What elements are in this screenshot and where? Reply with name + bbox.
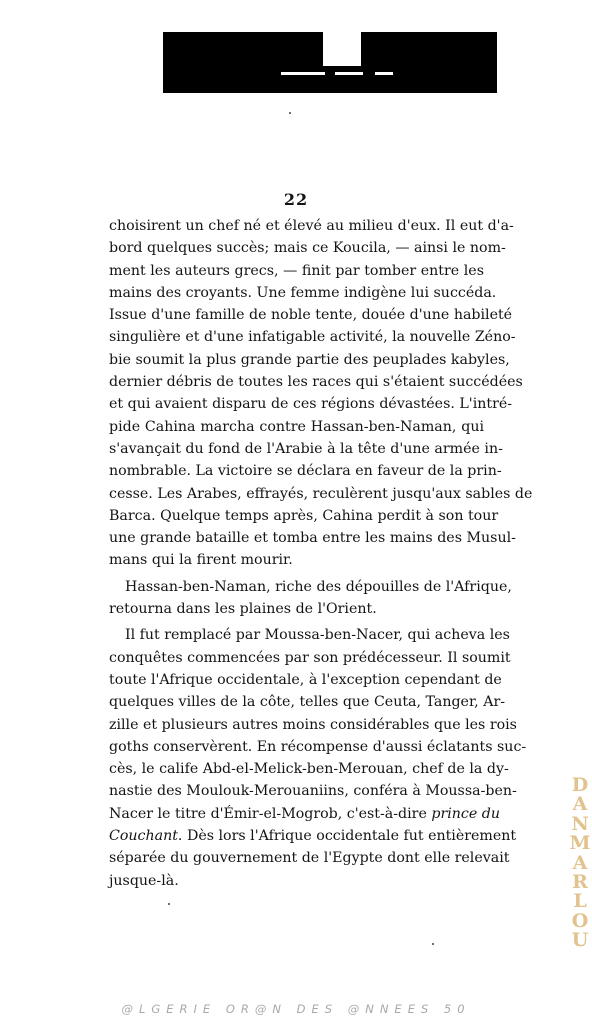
text-line: cès, le calife Abd-el-Melick-ben-Merouan, chef de la dy- — [109, 761, 509, 778]
redaction-block — [163, 32, 497, 93]
redaction-streak — [281, 72, 325, 75]
text-line: jusque-là. — [109, 872, 179, 889]
text-line: une grande bataille et tomba entre les mains des Musul- — [109, 530, 516, 547]
text-line: retourna dans les plaines de l'Orient. — [109, 601, 377, 618]
text-line: séparée du gouvernement de l'Egypte dont elle relevait — [109, 850, 510, 867]
vertical-watermark — [568, 776, 592, 951]
text-line: s'avançait du fond de l'Arabie à la tête d'une armée in- — [109, 440, 503, 457]
text-line: nombrable. La victoire se déclara en faveur de la prin- — [109, 463, 502, 480]
ink-speck — [432, 943, 434, 945]
text-line: bie soumit la plus grande partie des peuplades kabyles, — [109, 351, 510, 368]
page-number: 22 — [283, 190, 309, 209]
text-line: Hassan-ben-Naman, riche des dépouilles de l'Afrique, — [125, 578, 512, 595]
text-line: quelques villes de la côte, telles que Ceuta, Tanger, Ar- — [109, 694, 506, 711]
paragraph-3 — [109, 624, 527, 892]
watermark-letter: U — [571, 929, 589, 952]
text-line: Barca. Quelque temps après, Cahina perdit à son tour — [109, 507, 499, 524]
text-line: mans qui la firent mourir. — [109, 552, 293, 569]
text-line: goths conservèrent. En récompense d'aussi éclatants suc- — [109, 738, 527, 755]
watermark-letter: M — [569, 832, 591, 855]
text-line: mains des croyants. Une femme indigène lui succéda. — [109, 284, 497, 301]
watermark-letter: D — [571, 774, 589, 796]
redaction-streak — [375, 72, 393, 75]
watermark-letter: A — [572, 851, 588, 874]
watermark-letter: O — [571, 909, 589, 932]
body-text — [109, 215, 533, 892]
text-line: ment les auteurs grecs, — finit par tomber entre les — [109, 262, 484, 279]
watermark-letter: A — [572, 793, 588, 816]
text-line: dernier débris de toutes les races qui s'étaient succédées — [109, 374, 523, 391]
watermark-letter: N — [571, 812, 589, 835]
watermark-letter: L — [573, 890, 587, 913]
text-line: choisirent un chef né et élevé au milieu d'eux. Il eut d'a- — [109, 218, 514, 234]
redaction-streak — [335, 72, 363, 75]
redaction-notch — [323, 32, 361, 66]
watermark-letter: R — [572, 871, 588, 894]
text-line: bord quelques succès; mais ce Koucila, — ainsi le nom- — [109, 240, 506, 257]
paragraph-2 — [109, 576, 512, 621]
ink-speck — [168, 903, 170, 905]
paragraph-1 — [109, 215, 533, 572]
footer-watermark: @LGERIE OR@N DES @NNEES 50 — [121, 1002, 471, 1016]
text-line: toute l'Afrique occidentale, à l'exception cependant de — [109, 671, 502, 688]
text-line: pide Cahina marcha contre Hassan-ben-Naman, qui — [109, 418, 484, 435]
text-line: et qui avaient disparu de ces régions dévastées. L'intré- — [109, 396, 513, 413]
ink-speck — [289, 112, 291, 114]
text-line: Issue d'une famille de noble tente, douée d'une habileté — [109, 307, 513, 324]
text-line: singulière et d'une infatigable activité, la nouvelle Zéno- — [109, 329, 516, 346]
text-line: zille et plusieurs autres moins considérables que les rois — [109, 716, 517, 733]
text-line: Il fut remplacé par Moussa-ben-Nacer, qui acheva les — [125, 627, 510, 644]
text-line: nastie des Moulouk-Merouaniins, conféra à Moussa-ben- — [109, 783, 517, 800]
text-line: Nacer le titre d'Émir-el-Mogrob, c'est-à-dire prince du — [109, 805, 500, 822]
text-line: cesse. Les Arabes, effrayés, reculèrent jusqu'aux sables de — [109, 485, 533, 502]
text-line: conquêtes commencées par son prédécesseur. Il soumit — [109, 649, 511, 666]
text-line: Couchant. Dès lors l'Afrique occidentale fut entièrement — [109, 828, 517, 845]
